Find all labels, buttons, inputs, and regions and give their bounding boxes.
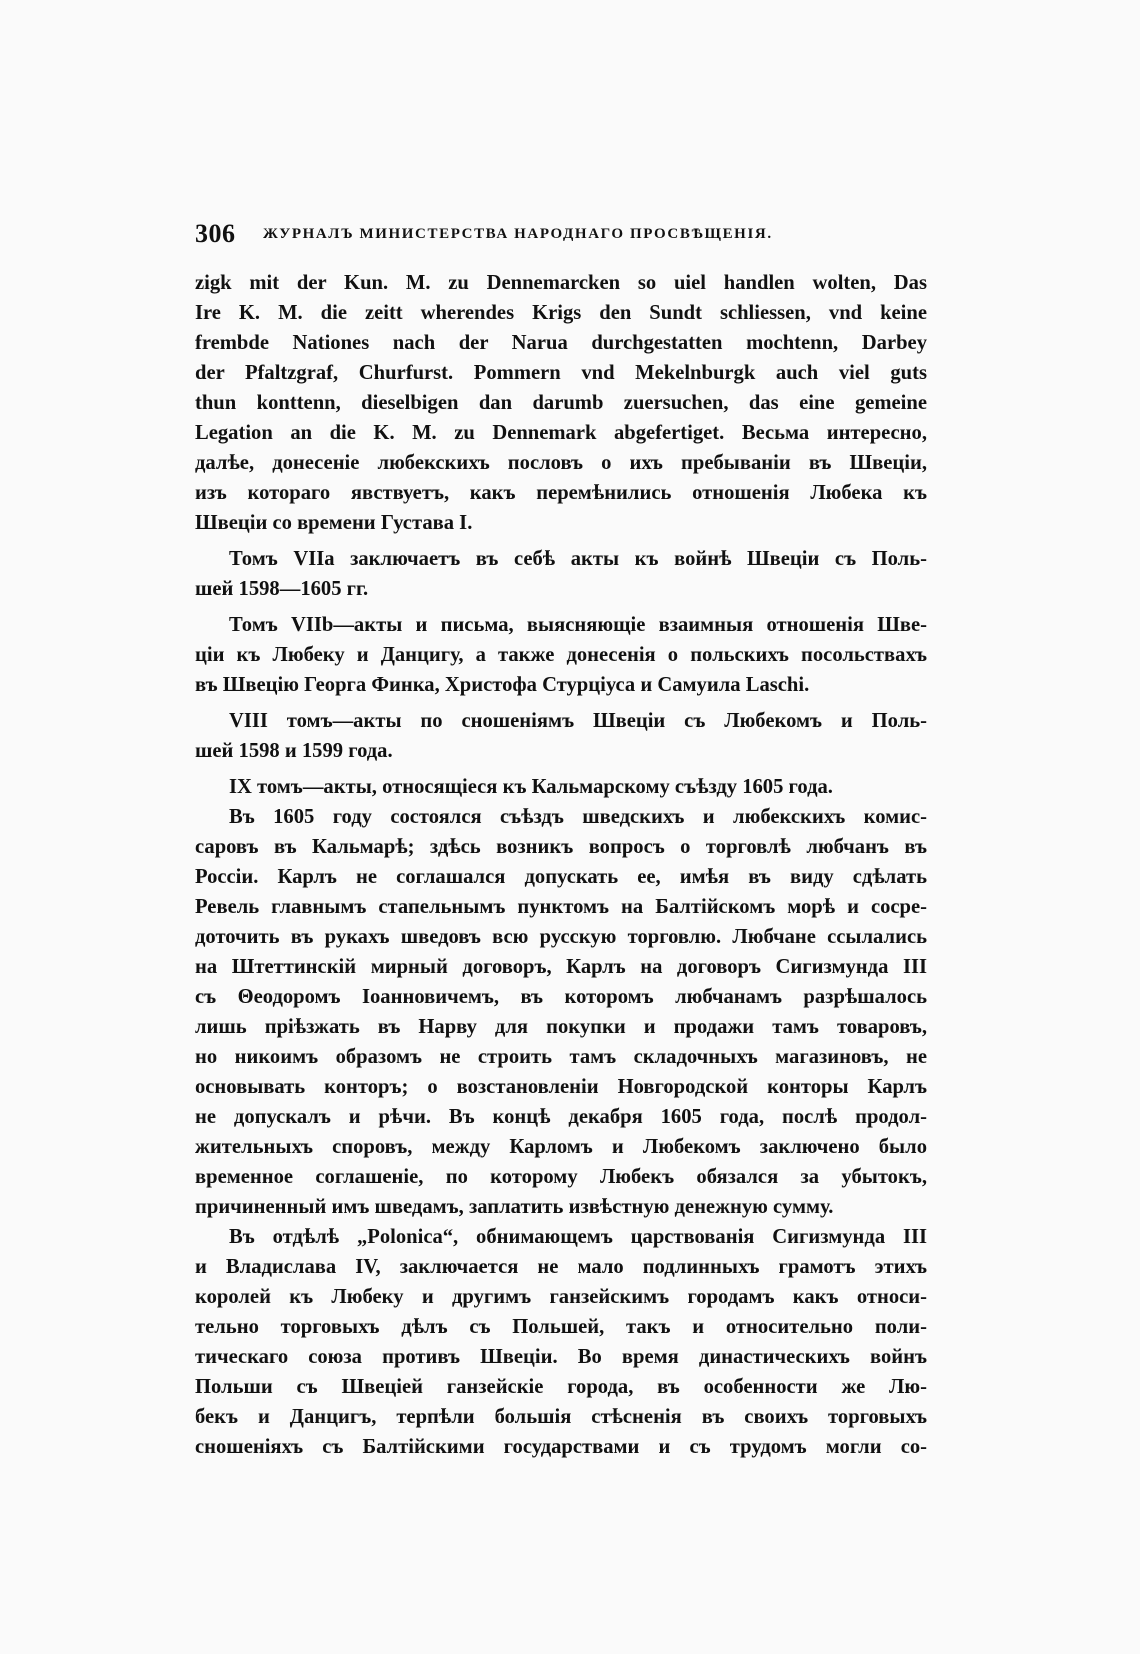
text-line: далѣе, донесеніе любекскихъ пословъ о ихъ пребываніи въ Швеціи, (195, 452, 927, 474)
page-body (195, 268, 927, 1462)
text-line: съ Θеодоромъ Іоанновичемъ, въ которомъ любчанамъ разрѣшалось (195, 986, 927, 1008)
text-line: бекъ и Данцигъ, терпѣли большія стѣсненія въ своихъ торговыхъ (195, 1406, 927, 1428)
running-title: ЖУРНАЛЪ МИНИСТЕРСТВА НАРОДНАГО ПРОСВѢЩЕНІЯ. (263, 226, 773, 242)
page-header (195, 219, 925, 255)
text-line: тельно торговыхъ дѣлъ съ Польшей, такъ и относительно поли- (195, 1316, 927, 1338)
text-line: но никоимъ образомъ не строить тамъ складочныхъ магазиновъ, не (195, 1046, 927, 1068)
text-line: frembde Nationes nach der Narua durchgestatten mochtenn, Darbey (195, 332, 927, 354)
text-line: изъ котораго явствуетъ, какъ перемѣнились отношенія Любека къ (195, 482, 927, 504)
text-line: доточить въ рукахъ шведовъ всю русскую торговлю. Любчане ссылались (195, 926, 927, 948)
text-line: Ire K. M. die zeitt wherendes Krigs den Sundt schliessen, vnd keine (195, 302, 927, 324)
text-line: основывать конторъ; о возстановленіи Новгородской конторы Карлъ (195, 1076, 927, 1098)
text-line: Россіи. Карлъ не соглашался допускать ее, имѣя въ виду сдѣлать (195, 866, 927, 888)
text-line: шей 1598—1605 гг. (195, 578, 369, 600)
text-line: der Pfaltzgraf, Churfurst. Pommern vnd Mekelnburgk auch viel guts (195, 362, 927, 384)
text-line: и Владислава IV, заключается не мало подлинныхъ грамотъ этихъ (195, 1256, 927, 1278)
text-line: королей къ Любеку и другимъ ганзейскимъ городамъ какъ относи- (195, 1286, 927, 1308)
text-line: Ревель главнымъ стапельнымъ пунктомъ на Балтійскомъ морѣ и сосре- (195, 896, 927, 918)
text-line: Польши съ Швеціей ганзейскіе города, въ особенности же Лю- (195, 1376, 927, 1398)
text-line: сношеніяхъ съ Балтійскими государствами и съ трудомъ могли со- (195, 1436, 927, 1458)
text-line: VIII томъ—акты по сношеніямъ Швеціи съ Любекомъ и Поль- (229, 710, 927, 732)
text-line: Въ отдѣлѣ „Polonica“, обнимающемъ царствованія Сигизмунда III (229, 1226, 927, 1248)
text-line: причиненный имъ шведамъ, заплатить извѣстную денежную сумму. (195, 1196, 834, 1218)
page-number: 306 (195, 219, 236, 248)
text-line: временное соглашеніе, по которому Любекъ обязался за убытокъ, (195, 1166, 927, 1188)
text-line: саровъ въ Кальмарѣ; здѣсь возникъ вопросъ о торговлѣ любчанъ въ (195, 836, 927, 858)
text-line: Швеціи со времени Густава I. (195, 512, 473, 534)
text-line: жительныхъ споровъ, между Карломъ и Любекомъ заключено было (195, 1136, 927, 1158)
text-line: Legation an die K. M. zu Dennemark abgefertiget. Весьма интересно, (195, 422, 927, 444)
text-line: thun konttenn, dieselbigen dan darumb zuersuchen, das eine gemeine (195, 392, 927, 414)
text-line: не допускалъ и рѣчи. Въ концѣ декабря 1605 года, послѣ продол- (195, 1106, 927, 1128)
text-line: Въ 1605 году состоялся съѣздъ шведскихъ и любекскихъ комис- (229, 806, 927, 828)
text-line: въ Швецію Георга Финка, Христофа Стурціуса и Самуила Laschi. (195, 674, 810, 696)
text-line: Томъ VIIb—акты и письма, выясняющіе взаимныя отношенія Шве- (229, 614, 927, 636)
text-line: IX томъ—акты, относящіеся къ Кальмарскому съѣзду 1605 года. (229, 776, 833, 798)
text-line: zigk mit der Kun. M. zu Dennemarcken so uiel handlen wolten, Das (195, 272, 927, 294)
text-line: на Штеттинскій мирный договоръ, Карлъ на договоръ Сигизмунда III (195, 956, 927, 978)
text-line: Томъ VIIa заключаетъ въ себѣ акты къ войнѣ Швеціи съ Поль- (229, 548, 927, 570)
text-line: тическаго союза противъ Швеціи. Во время династическихъ войнъ (195, 1346, 927, 1368)
text-line: ціи къ Любеку и Данцигу, а также донесенія о польскихъ посольствахъ (195, 644, 927, 666)
text-line: шей 1598 и 1599 года. (195, 740, 393, 762)
text-line: лишь пріѣзжать въ Нарву для покупки и продажи тамъ товаровъ, (195, 1016, 927, 1038)
